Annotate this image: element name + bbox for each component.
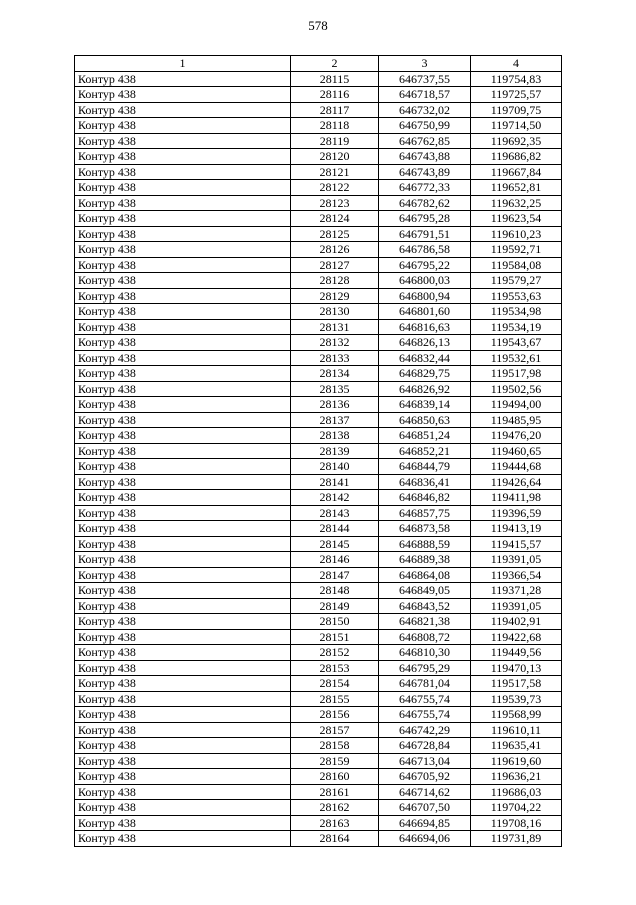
x-coordinate-cell: 646705,92 bbox=[379, 769, 471, 785]
y-coordinate-cell: 119652,81 bbox=[471, 180, 562, 196]
x-coordinate-cell: 646816,63 bbox=[379, 319, 471, 335]
x-coordinate-cell: 646864,08 bbox=[379, 567, 471, 583]
table-row bbox=[75, 350, 562, 366]
table-row bbox=[75, 412, 562, 428]
contour-name-cell: Контур 438 bbox=[75, 319, 291, 335]
y-coordinate-cell: 119725,57 bbox=[471, 87, 562, 103]
point-number-cell: 28153 bbox=[291, 660, 379, 676]
column-header-1: 1 bbox=[75, 56, 291, 72]
contour-name-cell: Контур 438 bbox=[75, 133, 291, 149]
contour-name-cell: Контур 438 bbox=[75, 614, 291, 630]
contour-name-cell: Контур 438 bbox=[75, 381, 291, 397]
x-coordinate-cell: 646839,14 bbox=[379, 397, 471, 413]
table-row bbox=[75, 645, 562, 661]
contour-name-cell: Контур 438 bbox=[75, 180, 291, 196]
y-coordinate-cell: 119476,20 bbox=[471, 428, 562, 444]
y-coordinate-cell: 119534,98 bbox=[471, 304, 562, 320]
x-coordinate-cell: 646694,85 bbox=[379, 815, 471, 831]
contour-name-cell: Контур 438 bbox=[75, 536, 291, 552]
x-coordinate-cell: 646795,29 bbox=[379, 660, 471, 676]
table-row bbox=[75, 304, 562, 320]
point-number-cell: 28164 bbox=[291, 831, 379, 847]
table-row bbox=[75, 102, 562, 118]
table-row bbox=[75, 226, 562, 242]
page-number: 578 bbox=[308, 18, 328, 33]
x-coordinate-cell: 646743,89 bbox=[379, 164, 471, 180]
point-number-cell: 28126 bbox=[291, 242, 379, 258]
x-coordinate-cell: 646849,05 bbox=[379, 583, 471, 599]
point-number-cell: 28119 bbox=[291, 133, 379, 149]
point-number-cell: 28163 bbox=[291, 815, 379, 831]
y-coordinate-cell: 119635,41 bbox=[471, 738, 562, 754]
point-number-cell: 28135 bbox=[291, 381, 379, 397]
table-row bbox=[75, 676, 562, 692]
table-header-row bbox=[75, 56, 562, 72]
x-coordinate-cell: 646826,92 bbox=[379, 381, 471, 397]
point-number-cell: 28146 bbox=[291, 552, 379, 568]
contour-name-cell: Контур 438 bbox=[75, 769, 291, 785]
contour-name-cell: Контур 438 bbox=[75, 242, 291, 258]
table-row bbox=[75, 722, 562, 738]
contour-name-cell: Контур 438 bbox=[75, 288, 291, 304]
contour-name-cell: Контур 438 bbox=[75, 443, 291, 459]
table-row bbox=[75, 459, 562, 475]
contour-name-cell: Контур 438 bbox=[75, 505, 291, 521]
x-coordinate-cell: 646873,58 bbox=[379, 521, 471, 537]
table-row bbox=[75, 691, 562, 707]
x-coordinate-cell: 646762,85 bbox=[379, 133, 471, 149]
contour-name-cell: Контур 438 bbox=[75, 800, 291, 816]
contour-name-cell: Контур 438 bbox=[75, 211, 291, 227]
y-coordinate-cell: 119534,19 bbox=[471, 319, 562, 335]
y-coordinate-cell: 119460,65 bbox=[471, 443, 562, 459]
table-row bbox=[75, 815, 562, 831]
coordinates-table bbox=[74, 55, 562, 847]
y-coordinate-cell: 119470,13 bbox=[471, 660, 562, 676]
x-coordinate-cell: 646718,57 bbox=[379, 87, 471, 103]
y-coordinate-cell: 119402,91 bbox=[471, 614, 562, 630]
contour-name-cell: Контур 438 bbox=[75, 598, 291, 614]
y-coordinate-cell: 119619,60 bbox=[471, 753, 562, 769]
x-coordinate-cell: 646810,30 bbox=[379, 645, 471, 661]
point-number-cell: 28144 bbox=[291, 521, 379, 537]
y-coordinate-cell: 119686,82 bbox=[471, 149, 562, 165]
table-row bbox=[75, 521, 562, 537]
y-coordinate-cell: 119532,61 bbox=[471, 350, 562, 366]
y-coordinate-cell: 119413,19 bbox=[471, 521, 562, 537]
point-number-cell: 28158 bbox=[291, 738, 379, 754]
y-coordinate-cell: 119632,25 bbox=[471, 195, 562, 211]
x-coordinate-cell: 646772,33 bbox=[379, 180, 471, 196]
x-coordinate-cell: 646750,99 bbox=[379, 118, 471, 134]
y-coordinate-cell: 119686,03 bbox=[471, 784, 562, 800]
table-row bbox=[75, 800, 562, 816]
point-number-cell: 28162 bbox=[291, 800, 379, 816]
x-coordinate-cell: 646850,63 bbox=[379, 412, 471, 428]
table-row bbox=[75, 831, 562, 847]
contour-name-cell: Контур 438 bbox=[75, 118, 291, 134]
x-coordinate-cell: 646694,06 bbox=[379, 831, 471, 847]
contour-name-cell: Контур 438 bbox=[75, 87, 291, 103]
y-coordinate-cell: 119579,27 bbox=[471, 273, 562, 289]
contour-name-cell: Контур 438 bbox=[75, 583, 291, 599]
x-coordinate-cell: 646800,94 bbox=[379, 288, 471, 304]
y-coordinate-cell: 119366,54 bbox=[471, 567, 562, 583]
point-number-cell: 28116 bbox=[291, 87, 379, 103]
point-number-cell: 28134 bbox=[291, 366, 379, 382]
point-number-cell: 28139 bbox=[291, 443, 379, 459]
x-coordinate-cell: 646852,21 bbox=[379, 443, 471, 459]
table-row bbox=[75, 273, 562, 289]
y-coordinate-cell: 119391,05 bbox=[471, 552, 562, 568]
point-number-cell: 28129 bbox=[291, 288, 379, 304]
y-coordinate-cell: 119391,05 bbox=[471, 598, 562, 614]
point-number-cell: 28149 bbox=[291, 598, 379, 614]
table-row bbox=[75, 149, 562, 165]
x-coordinate-cell: 646707,50 bbox=[379, 800, 471, 816]
y-coordinate-cell: 119444,68 bbox=[471, 459, 562, 475]
x-coordinate-cell: 646732,02 bbox=[379, 102, 471, 118]
contour-name-cell: Контур 438 bbox=[75, 71, 291, 87]
point-number-cell: 28121 bbox=[291, 164, 379, 180]
contour-name-cell: Контур 438 bbox=[75, 738, 291, 754]
contour-name-cell: Контур 438 bbox=[75, 784, 291, 800]
point-number-cell: 28124 bbox=[291, 211, 379, 227]
point-number-cell: 28159 bbox=[291, 753, 379, 769]
x-coordinate-cell: 646755,74 bbox=[379, 691, 471, 707]
table-row bbox=[75, 753, 562, 769]
contour-name-cell: Контур 438 bbox=[75, 273, 291, 289]
table-row bbox=[75, 164, 562, 180]
contour-name-cell: Контур 438 bbox=[75, 366, 291, 382]
y-coordinate-cell: 119371,28 bbox=[471, 583, 562, 599]
x-coordinate-cell: 646781,04 bbox=[379, 676, 471, 692]
contour-name-cell: Контур 438 bbox=[75, 164, 291, 180]
table-row bbox=[75, 707, 562, 723]
point-number-cell: 28156 bbox=[291, 707, 379, 723]
x-coordinate-cell: 646786,58 bbox=[379, 242, 471, 258]
contour-name-cell: Контур 438 bbox=[75, 195, 291, 211]
table-row bbox=[75, 335, 562, 351]
table-row bbox=[75, 769, 562, 785]
table-row bbox=[75, 660, 562, 676]
y-coordinate-cell: 119449,56 bbox=[471, 645, 562, 661]
table-row bbox=[75, 552, 562, 568]
contour-name-cell: Контур 438 bbox=[75, 350, 291, 366]
y-coordinate-cell: 119568,99 bbox=[471, 707, 562, 723]
y-coordinate-cell: 119543,67 bbox=[471, 335, 562, 351]
point-number-cell: 28141 bbox=[291, 474, 379, 490]
point-number-cell: 28143 bbox=[291, 505, 379, 521]
point-number-cell: 28133 bbox=[291, 350, 379, 366]
table-row bbox=[75, 381, 562, 397]
contour-name-cell: Контур 438 bbox=[75, 831, 291, 847]
point-number-cell: 28127 bbox=[291, 257, 379, 273]
table-row bbox=[75, 211, 562, 227]
table-row bbox=[75, 614, 562, 630]
x-coordinate-cell: 646801,60 bbox=[379, 304, 471, 320]
contour-name-cell: Контур 438 bbox=[75, 660, 291, 676]
point-number-cell: 28151 bbox=[291, 629, 379, 645]
point-number-cell: 28154 bbox=[291, 676, 379, 692]
contour-name-cell: Контур 438 bbox=[75, 226, 291, 242]
x-coordinate-cell: 646728,84 bbox=[379, 738, 471, 754]
x-coordinate-cell: 646737,55 bbox=[379, 71, 471, 87]
contour-name-cell: Контур 438 bbox=[75, 459, 291, 475]
contour-name-cell: Контур 438 bbox=[75, 490, 291, 506]
y-coordinate-cell: 119610,23 bbox=[471, 226, 562, 242]
point-number-cell: 28145 bbox=[291, 536, 379, 552]
table-row bbox=[75, 133, 562, 149]
contour-name-cell: Контур 438 bbox=[75, 815, 291, 831]
x-coordinate-cell: 646889,38 bbox=[379, 552, 471, 568]
contour-name-cell: Контур 438 bbox=[75, 335, 291, 351]
x-coordinate-cell: 646742,29 bbox=[379, 722, 471, 738]
y-coordinate-cell: 119592,71 bbox=[471, 242, 562, 258]
y-coordinate-cell: 119396,59 bbox=[471, 505, 562, 521]
contour-name-cell: Контур 438 bbox=[75, 707, 291, 723]
y-coordinate-cell: 119415,57 bbox=[471, 536, 562, 552]
y-coordinate-cell: 119502,56 bbox=[471, 381, 562, 397]
table-row bbox=[75, 195, 562, 211]
y-coordinate-cell: 119494,00 bbox=[471, 397, 562, 413]
table-row bbox=[75, 242, 562, 258]
point-number-cell: 28152 bbox=[291, 645, 379, 661]
table-row bbox=[75, 319, 562, 335]
contour-name-cell: Контур 438 bbox=[75, 676, 291, 692]
contour-name-cell: Контур 438 bbox=[75, 629, 291, 645]
x-coordinate-cell: 646713,04 bbox=[379, 753, 471, 769]
point-number-cell: 28131 bbox=[291, 319, 379, 335]
contour-name-cell: Контур 438 bbox=[75, 645, 291, 661]
x-coordinate-cell: 646800,03 bbox=[379, 273, 471, 289]
table-row bbox=[75, 428, 562, 444]
column-header-4: 4 bbox=[471, 56, 562, 72]
contour-name-cell: Контур 438 bbox=[75, 474, 291, 490]
table-row bbox=[75, 180, 562, 196]
table-row bbox=[75, 490, 562, 506]
x-coordinate-cell: 646795,22 bbox=[379, 257, 471, 273]
x-coordinate-cell: 646843,52 bbox=[379, 598, 471, 614]
contour-name-cell: Контур 438 bbox=[75, 753, 291, 769]
point-number-cell: 28128 bbox=[291, 273, 379, 289]
y-coordinate-cell: 119731,89 bbox=[471, 831, 562, 847]
x-coordinate-cell: 646714,62 bbox=[379, 784, 471, 800]
table-row bbox=[75, 784, 562, 800]
contour-name-cell: Контур 438 bbox=[75, 102, 291, 118]
table-row bbox=[75, 366, 562, 382]
y-coordinate-cell: 119422,68 bbox=[471, 629, 562, 645]
contour-name-cell: Контур 438 bbox=[75, 521, 291, 537]
y-coordinate-cell: 119708,16 bbox=[471, 815, 562, 831]
table-row bbox=[75, 474, 562, 490]
contour-name-cell: Контур 438 bbox=[75, 428, 291, 444]
y-coordinate-cell: 119754,83 bbox=[471, 71, 562, 87]
y-coordinate-cell: 119709,75 bbox=[471, 102, 562, 118]
y-coordinate-cell: 119667,84 bbox=[471, 164, 562, 180]
y-coordinate-cell: 119714,50 bbox=[471, 118, 562, 134]
point-number-cell: 28115 bbox=[291, 71, 379, 87]
table-row bbox=[75, 288, 562, 304]
x-coordinate-cell: 646755,74 bbox=[379, 707, 471, 723]
x-coordinate-cell: 646846,82 bbox=[379, 490, 471, 506]
x-coordinate-cell: 646888,59 bbox=[379, 536, 471, 552]
point-number-cell: 28150 bbox=[291, 614, 379, 630]
table-row bbox=[75, 505, 562, 521]
table-row bbox=[75, 536, 562, 552]
y-coordinate-cell: 119539,73 bbox=[471, 691, 562, 707]
x-coordinate-cell: 646795,28 bbox=[379, 211, 471, 227]
contour-name-cell: Контур 438 bbox=[75, 397, 291, 413]
table-row bbox=[75, 87, 562, 103]
x-coordinate-cell: 646832,44 bbox=[379, 350, 471, 366]
point-number-cell: 28136 bbox=[291, 397, 379, 413]
x-coordinate-cell: 646857,75 bbox=[379, 505, 471, 521]
point-number-cell: 28117 bbox=[291, 102, 379, 118]
point-number-cell: 28132 bbox=[291, 335, 379, 351]
point-number-cell: 28160 bbox=[291, 769, 379, 785]
x-coordinate-cell: 646851,24 bbox=[379, 428, 471, 444]
point-number-cell: 28120 bbox=[291, 149, 379, 165]
y-coordinate-cell: 119426,64 bbox=[471, 474, 562, 490]
contour-name-cell: Контур 438 bbox=[75, 691, 291, 707]
contour-name-cell: Контур 438 bbox=[75, 412, 291, 428]
point-number-cell: 28123 bbox=[291, 195, 379, 211]
column-header-3: 3 bbox=[379, 56, 471, 72]
y-coordinate-cell: 119517,58 bbox=[471, 676, 562, 692]
table-row bbox=[75, 598, 562, 614]
x-coordinate-cell: 646782,62 bbox=[379, 195, 471, 211]
point-number-cell: 28140 bbox=[291, 459, 379, 475]
y-coordinate-cell: 119485,95 bbox=[471, 412, 562, 428]
y-coordinate-cell: 119704,22 bbox=[471, 800, 562, 816]
x-coordinate-cell: 646826,13 bbox=[379, 335, 471, 351]
point-number-cell: 28157 bbox=[291, 722, 379, 738]
table-row bbox=[75, 567, 562, 583]
table-body bbox=[75, 71, 562, 846]
y-coordinate-cell: 119636,21 bbox=[471, 769, 562, 785]
contour-name-cell: Контур 438 bbox=[75, 552, 291, 568]
x-coordinate-cell: 646808,72 bbox=[379, 629, 471, 645]
contour-name-cell: Контур 438 bbox=[75, 257, 291, 273]
point-number-cell: 28125 bbox=[291, 226, 379, 242]
table-row bbox=[75, 583, 562, 599]
point-number-cell: 28138 bbox=[291, 428, 379, 444]
point-number-cell: 28122 bbox=[291, 180, 379, 196]
x-coordinate-cell: 646821,38 bbox=[379, 614, 471, 630]
x-coordinate-cell: 646743,88 bbox=[379, 149, 471, 165]
table-row bbox=[75, 443, 562, 459]
x-coordinate-cell: 646836,41 bbox=[379, 474, 471, 490]
point-number-cell: 28155 bbox=[291, 691, 379, 707]
contour-name-cell: Контур 438 bbox=[75, 567, 291, 583]
x-coordinate-cell: 646829,75 bbox=[379, 366, 471, 382]
contour-name-cell: Контур 438 bbox=[75, 304, 291, 320]
y-coordinate-cell: 119692,35 bbox=[471, 133, 562, 149]
x-coordinate-cell: 646844,79 bbox=[379, 459, 471, 475]
column-header-2: 2 bbox=[291, 56, 379, 72]
y-coordinate-cell: 119517,98 bbox=[471, 366, 562, 382]
table-row bbox=[75, 397, 562, 413]
contour-name-cell: Контур 438 bbox=[75, 149, 291, 165]
table-row bbox=[75, 629, 562, 645]
point-number-cell: 28137 bbox=[291, 412, 379, 428]
table-row bbox=[75, 257, 562, 273]
point-number-cell: 28161 bbox=[291, 784, 379, 800]
point-number-cell: 28118 bbox=[291, 118, 379, 134]
y-coordinate-cell: 119623,54 bbox=[471, 211, 562, 227]
y-coordinate-cell: 119553,63 bbox=[471, 288, 562, 304]
point-number-cell: 28148 bbox=[291, 583, 379, 599]
y-coordinate-cell: 119584,08 bbox=[471, 257, 562, 273]
table-row bbox=[75, 71, 562, 87]
contour-name-cell: Контур 438 bbox=[75, 722, 291, 738]
y-coordinate-cell: 119411,98 bbox=[471, 490, 562, 506]
y-coordinate-cell: 119610,11 bbox=[471, 722, 562, 738]
point-number-cell: 28147 bbox=[291, 567, 379, 583]
point-number-cell: 28130 bbox=[291, 304, 379, 320]
point-number-cell: 28142 bbox=[291, 490, 379, 506]
table-row bbox=[75, 738, 562, 754]
table-row bbox=[75, 118, 562, 134]
x-coordinate-cell: 646791,51 bbox=[379, 226, 471, 242]
